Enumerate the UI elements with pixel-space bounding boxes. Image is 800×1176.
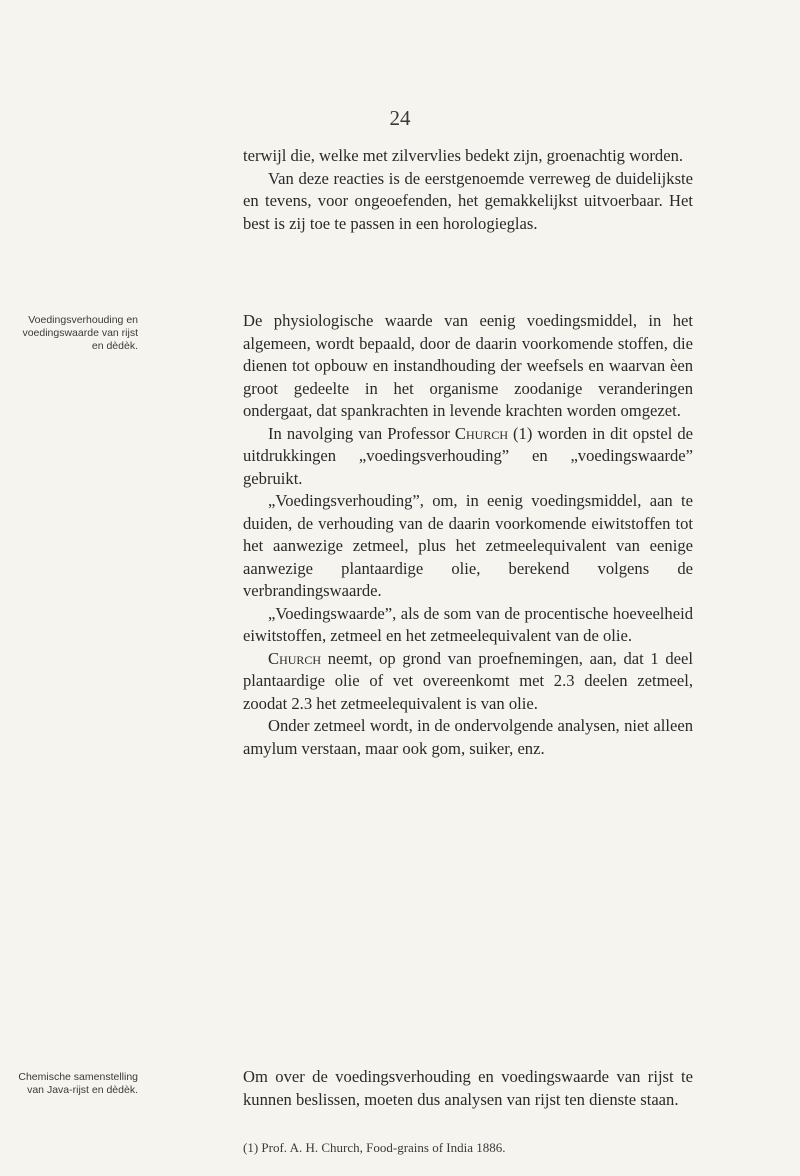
top-text	[243, 145, 693, 235]
footnote: (1) Prof. A. H. Church, Food-grains of India 1886.	[243, 1140, 506, 1155]
paragraph-physiologische-waarde: De physiologische waarde van eenig voedingsmiddel, in het algemeen, wordt bepaald, door de daarin voorkomende stoffen, die dienen tot opbouw en instandhouding der weefsels en waarvan èen groot gedeelte in het organisme zoodanige veranderingen ondergaat, dat spankrachten in levende krachten worden omgezet.	[243, 311, 693, 420]
paragraph-church: In navolging van Professor Church (1) worden in dit opstel de uitdrukkingen „voedingsverhouding” en „voedingswaarde” gebruikt.	[243, 423, 693, 488]
page-number: 24	[389, 106, 411, 130]
margin-note-voedingsverhouding: Voedingsverhouding en voedingswaarde van rijst en dèdèk.	[22, 314, 138, 352]
section-voedingsverhouding	[243, 310, 693, 760]
footnote-ref: (1)	[513, 423, 533, 443]
paragraph-olie-equivalent: Church neemt, op grond van proefnemingen, aan, dat 1 deel plantaardige olie of vet overeenkomt met 2.3 deelen zetmeel, zoodat 2.3 het zetmeelequivalent is van olie.	[243, 648, 693, 713]
paragraph-voedingsverhouding-def: „Voedingsverhouding”, om, in eenig voedingsmiddel, aan te duiden, de verhouding van de daarin voorkomende eiwitstoffen tot het aanwezige zetmeel, plus het zetmeelequivalent van eenige aanwezige plantaardige olie, berekend volgens de verbrandingswaarde.	[243, 491, 693, 600]
margin-note-chemische-samenstelling: Chemische samenstelling van Java-rijst en dèdèk.	[18, 1071, 138, 1096]
section-chemische-samenstelling	[243, 1066, 693, 1111]
top-paragraph-2: Van deze reacties is de eerstgenoemde verreweg de duidelijkste en tevens, voor ongeoefenden, het gemakkelijkst uitvoerbaar. Het best is zij toe te passen in een horologieglas.	[243, 168, 693, 233]
paragraph-zetmeel: Onder zetmeel wordt, in de ondervolgende analysen, niet alleen amylum verstaan, maar ook gom, suiker, enz.	[243, 716, 693, 758]
paragraph-voedingswaarde-def: „Voedingswaarde”, als de som van de procentische hoeveelheid eiwitstoffen, zetmeel en het zetmeelequivalent van de olie.	[243, 603, 693, 645]
top-paragraph-1: terwijl die, welke met zilvervlies bedekt zijn, groenachtig worden.	[243, 146, 684, 165]
paragraph-analysen: Om over de voedingsverhouding en voedingswaarde van rijst te kunnen beslissen, moeten dus analysen van rijst ten dienste staan.	[243, 1067, 693, 1109]
